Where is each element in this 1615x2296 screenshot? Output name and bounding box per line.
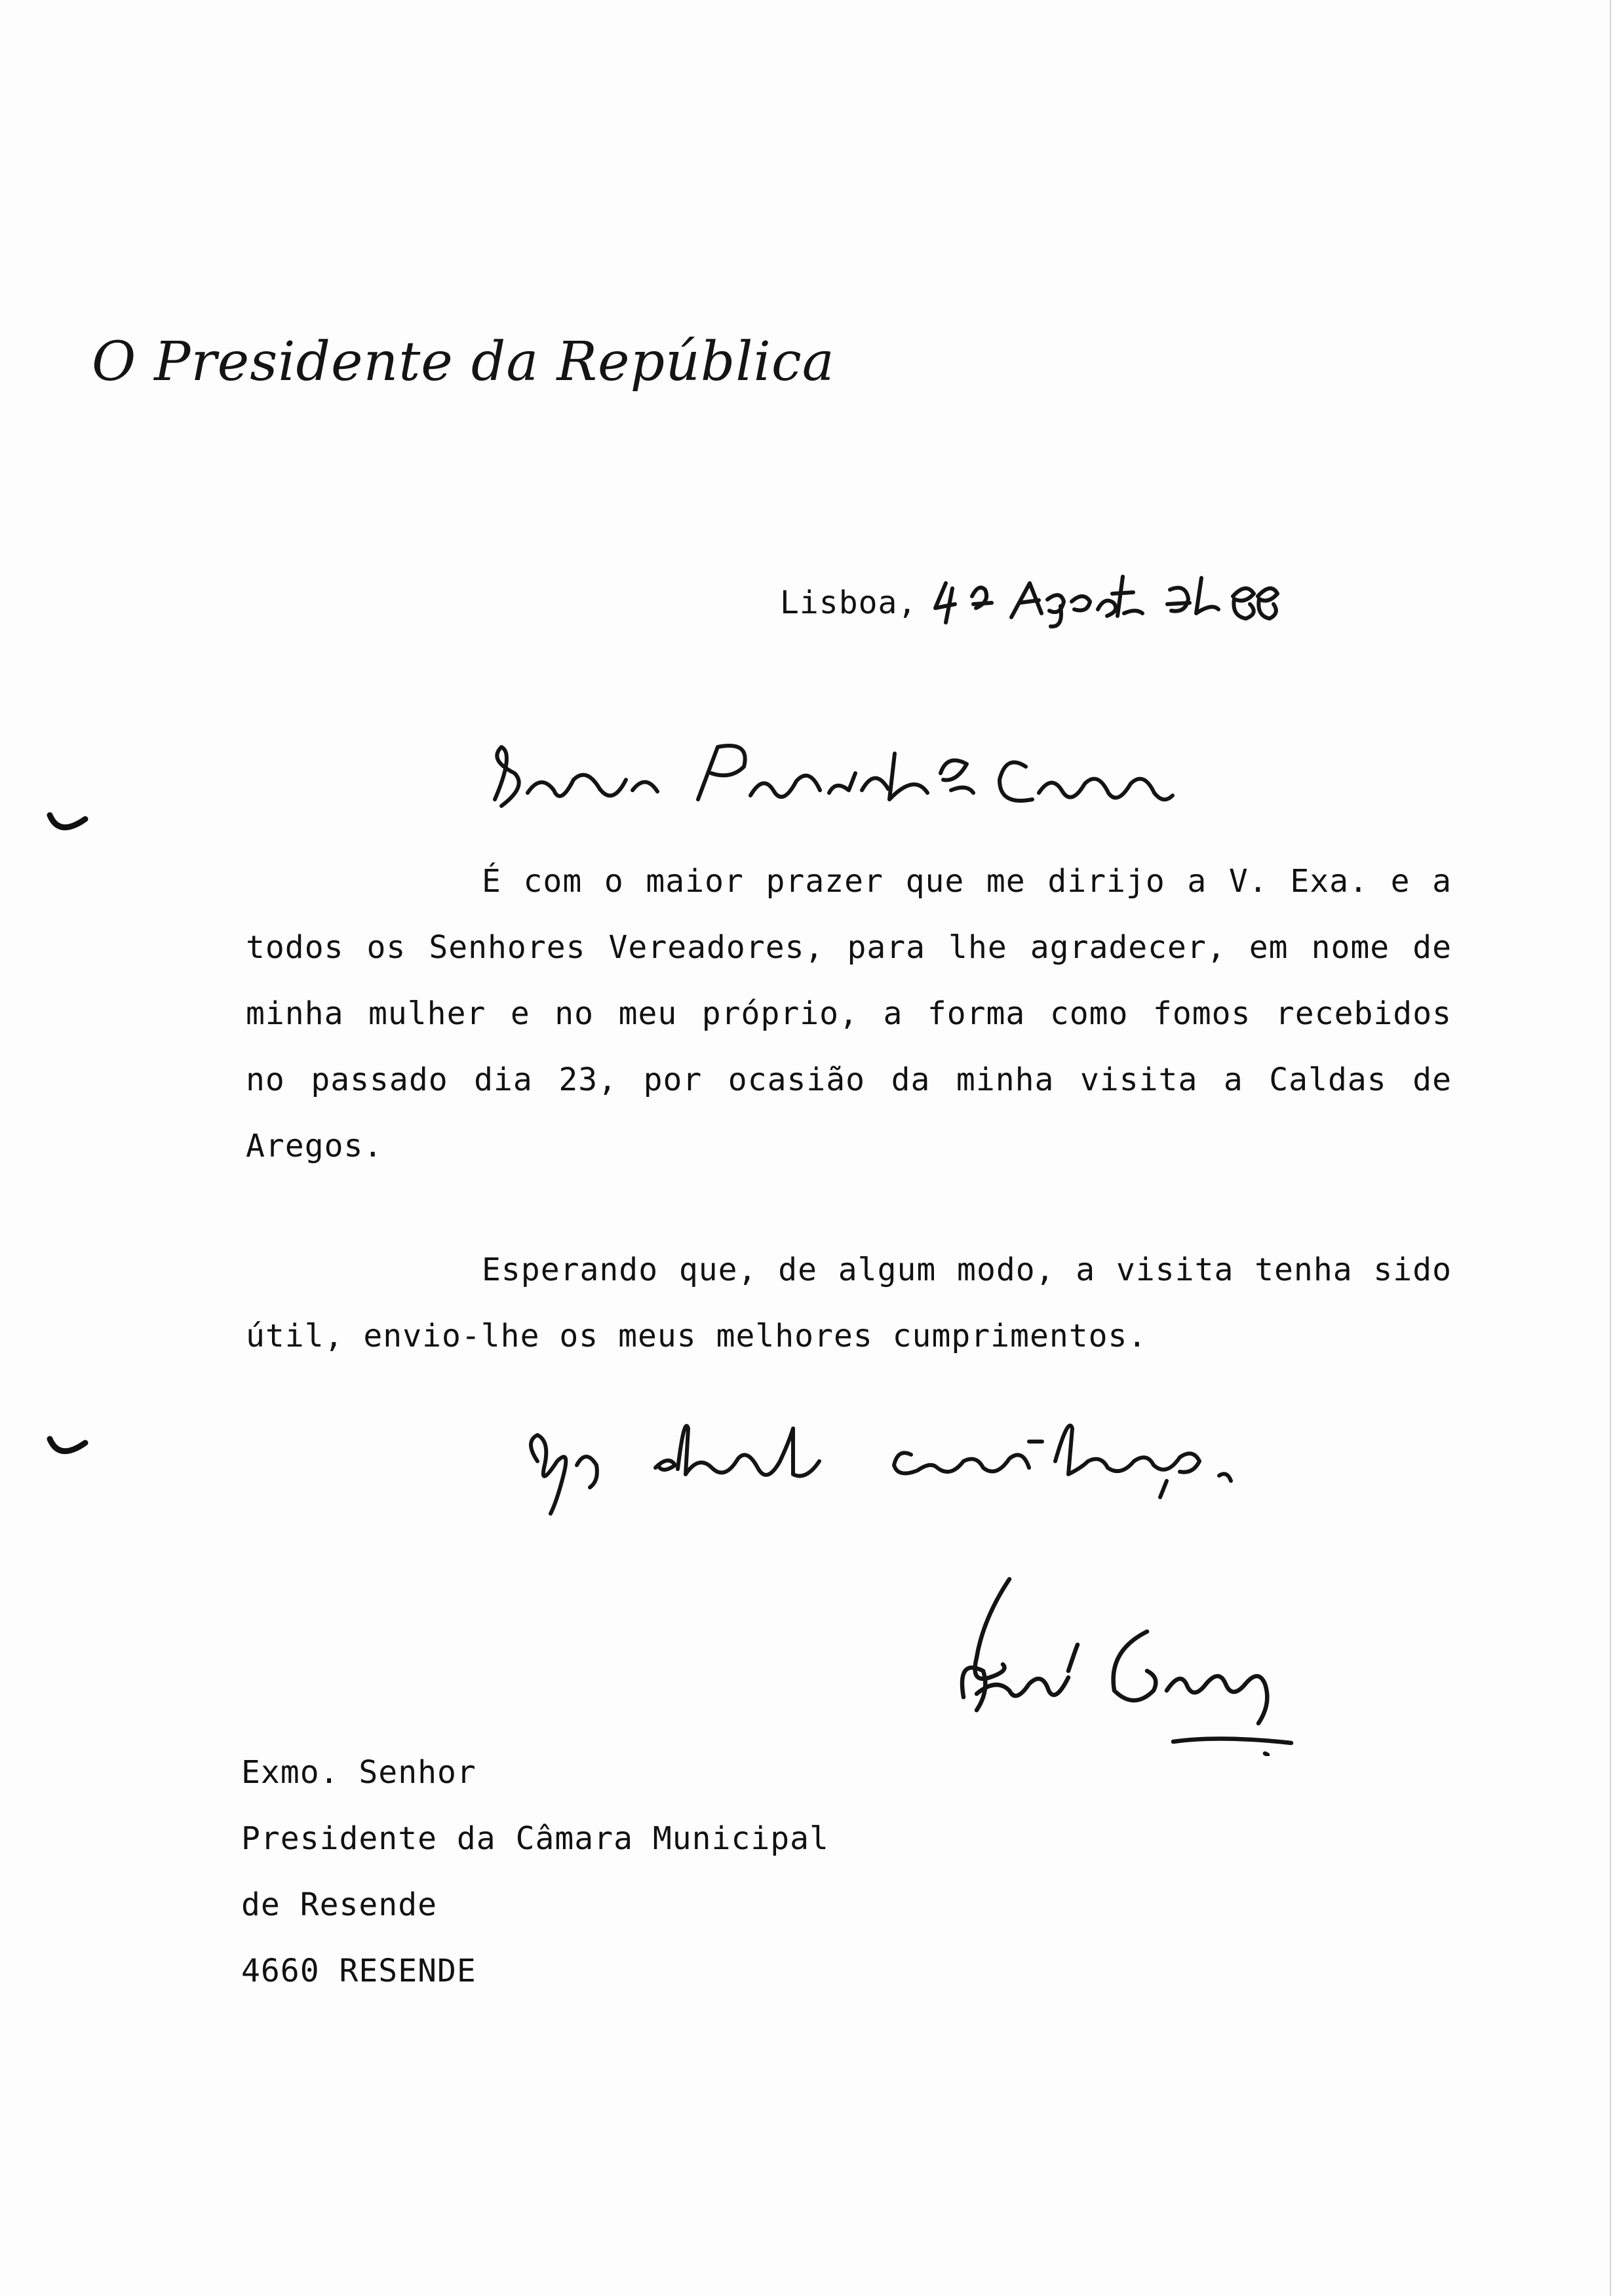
letterhead-text: O Presidente da República xyxy=(92,331,835,393)
date-line xyxy=(780,575,1280,621)
handwritten-date-drawing xyxy=(926,570,1280,629)
address-line-4: 4660 RESENDE xyxy=(241,1953,477,1989)
handwritten-closing xyxy=(518,1402,1239,1520)
letterhead xyxy=(92,331,835,416)
punch-hole-mark-top xyxy=(46,811,92,837)
handwritten-signature-drawing xyxy=(937,1559,1304,1756)
date-city: Lisboa, xyxy=(780,584,918,621)
body-paragraph-1: É com o maior prazer que me dirijo a V. Exa. e a todos os Senhores Vereadores, para lhe agradecer, em nome de minha mulher e no meu próprio, a forma como fomos recebidos no passado dia 23, por ocasião da minha visita a Caldas de Aregos. xyxy=(246,863,1452,1164)
handwritten-signature xyxy=(937,1559,1304,1756)
body-paragraph-2: Esperando que, de algum modo, a visita tenha sido útil, envio-lhe os meus melhores cumprimentos. xyxy=(246,1252,1452,1354)
address-line-2: Presidente da Câmara Municipal xyxy=(241,1820,829,1857)
handwritten-salutation-drawing xyxy=(488,727,1177,826)
punch-hole-mark-bottom xyxy=(46,1435,92,1461)
handwritten-closing-drawing xyxy=(518,1402,1239,1520)
address-line-1: Exmo. Senhor xyxy=(241,1754,477,1791)
recipient-address xyxy=(241,1740,829,2004)
handwritten-date xyxy=(926,570,1280,629)
punch-hole-mark-bottom-drawing xyxy=(46,1435,92,1461)
address-line-3: de Resende xyxy=(241,1886,437,1923)
page-edge-line xyxy=(1610,0,1611,2296)
punch-hole-mark-top-drawing xyxy=(46,811,92,837)
handwritten-salutation xyxy=(488,727,1177,826)
